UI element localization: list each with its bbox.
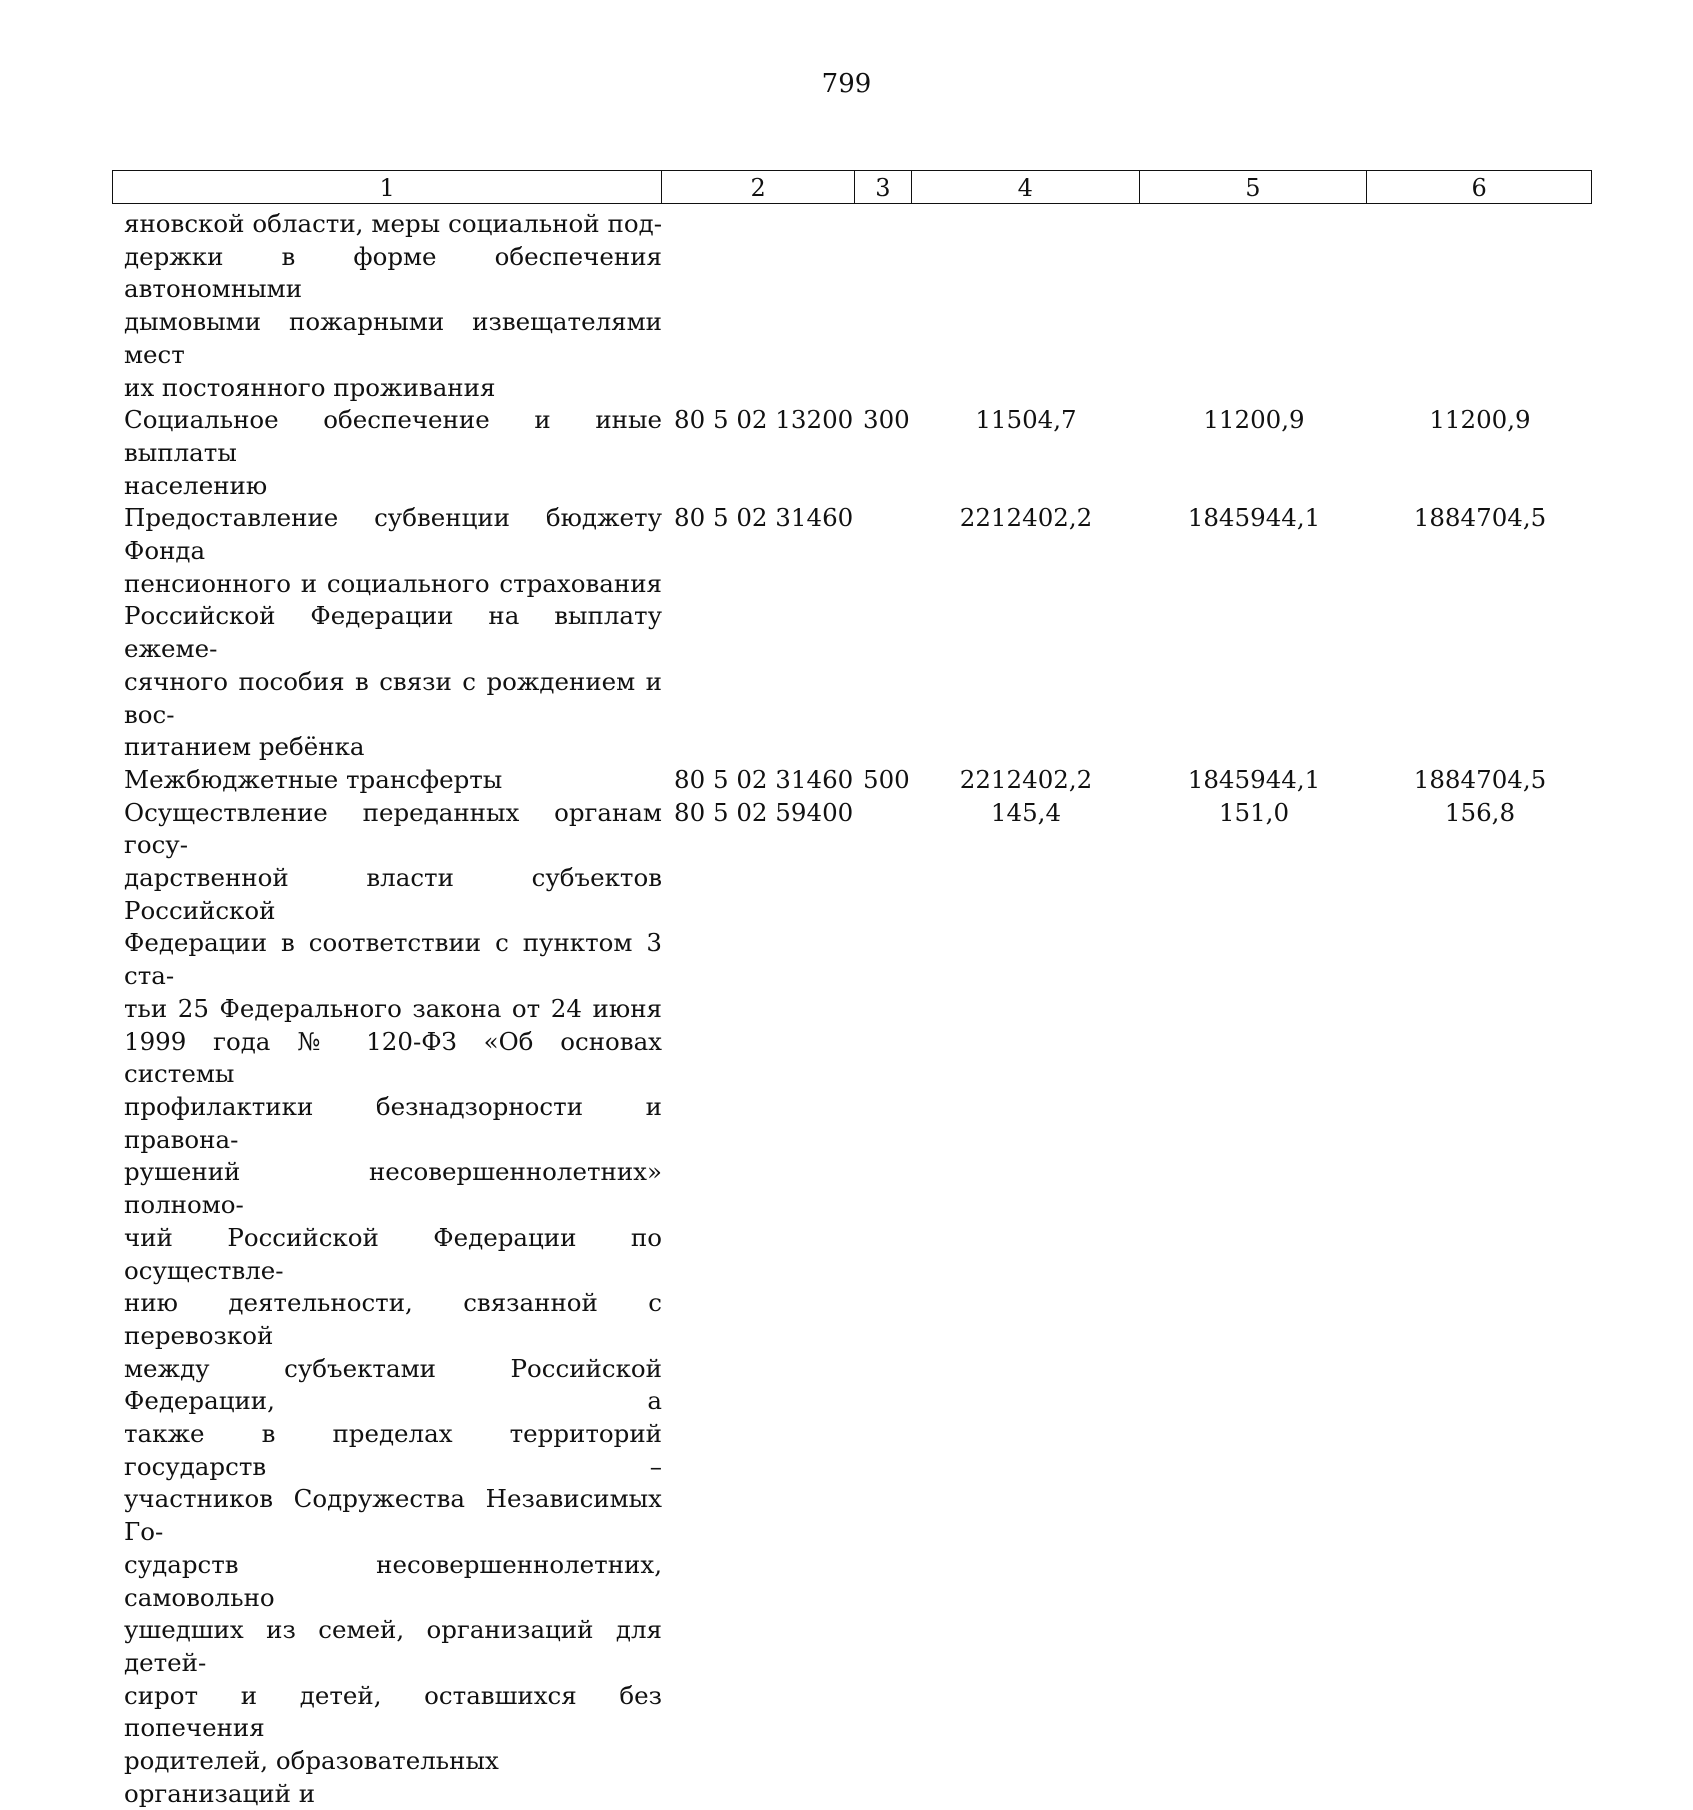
description-line: тьи 25 Федерального закона от 24 июня xyxy=(124,993,662,1023)
row-code xyxy=(662,208,855,404)
description-line: участников Содружества Независимых Го- xyxy=(124,1484,662,1547)
row-code: 80 5 02 59400 xyxy=(674,797,854,827)
column-header-5: 5 xyxy=(1140,171,1368,203)
description-line: родителей, образовательных организаций и xyxy=(124,1746,499,1808)
row-value-col6: 11200,9 xyxy=(1429,405,1531,435)
row-expense-type: 500 xyxy=(863,764,910,794)
description-line: сячного пособия в связи с рождением и вос- xyxy=(124,666,662,729)
table-row xyxy=(112,404,1592,502)
description-line: Межбюджетные трансферты xyxy=(124,764,503,794)
table-row xyxy=(112,797,1592,1810)
column-header-1: 1 xyxy=(113,171,662,203)
description-line: сударств несовершеннолетних, самовольно xyxy=(124,1549,662,1612)
table-body xyxy=(112,208,1592,1810)
description-line: Предоставление субвенции бюджету Фонда xyxy=(124,503,662,566)
column-header-3: 3 xyxy=(855,171,912,203)
description-line: также в пределах территорий государств – xyxy=(124,1419,662,1481)
row-value-col4 xyxy=(912,208,1140,404)
description-line: Федерации в соответствии с пунктом 3 ста- xyxy=(124,928,662,991)
page-number: 799 xyxy=(821,69,872,99)
row-value-col6: 156,8 xyxy=(1444,797,1516,827)
description-line: 1999 года № 120-ФЗ «Об основах системы xyxy=(124,1026,662,1089)
description-line: пенсионного и социального страхования xyxy=(124,568,662,598)
row-description xyxy=(112,797,662,1810)
description-line: питанием ребёнка xyxy=(124,732,365,762)
description-line: ушедших из семей, организаций для детей- xyxy=(124,1615,662,1677)
description-line: рушений несовершеннолетних» полномо- xyxy=(124,1157,662,1220)
row-value-col5: 151,0 xyxy=(1218,797,1290,827)
row-value-col5: 11200,9 xyxy=(1203,405,1305,435)
row-value-col5 xyxy=(1140,208,1368,404)
row-expense-type: 300 xyxy=(863,405,910,435)
row-description xyxy=(112,502,662,764)
description-line: чий Российской Федерации по осуществле- xyxy=(124,1222,662,1285)
row-value-col4: 2212402,2 xyxy=(959,503,1093,533)
row-value-col5: 1845944,1 xyxy=(1187,503,1321,533)
column-header-4: 4 xyxy=(912,171,1140,203)
row-value-col5: 1845944,1 xyxy=(1187,764,1321,794)
row-value-col6: 1884704,5 xyxy=(1413,503,1547,533)
column-header-2: 2 xyxy=(662,171,855,203)
row-value-col4: 2212402,2 xyxy=(959,764,1093,794)
description-line: держки в форме обеспечения автономными xyxy=(124,241,662,304)
description-line: Осуществление переданных органам госу- xyxy=(124,797,662,860)
row-expense-type xyxy=(855,797,912,1810)
table-row xyxy=(112,502,1592,764)
table-row xyxy=(112,764,1592,797)
row-code: 80 5 02 31460 xyxy=(674,764,854,794)
row-value-col4: 145,4 xyxy=(990,797,1062,827)
description-line: Социальное обеспечение и иные выплаты xyxy=(124,405,662,467)
column-header-6: 6 xyxy=(1471,174,1487,202)
row-code: 80 5 02 31460 xyxy=(674,503,854,533)
row-value-col6: 1884704,5 xyxy=(1413,764,1547,794)
row-value-col4: 11504,7 xyxy=(975,405,1077,435)
description-line: между субъектами Российской Федерации, а xyxy=(124,1353,662,1416)
row-value-col6 xyxy=(1368,208,1592,404)
description-line: населению xyxy=(124,470,268,500)
row-code: 80 5 02 13200 xyxy=(674,405,854,435)
table-row xyxy=(112,208,1592,404)
description-line: Российской Федерации на выплату ежеме- xyxy=(124,601,662,664)
row-expense-type xyxy=(855,208,912,404)
description-line: профилактики безнадзорности и правона- xyxy=(124,1091,662,1154)
description-line: их постоянного проживания xyxy=(124,372,496,402)
row-expense-type xyxy=(855,502,912,764)
description-line: дарственной власти субъектов Российской xyxy=(124,863,662,925)
row-description xyxy=(112,404,662,502)
row-description xyxy=(112,764,662,797)
description-line: дымовыми пожарными извещателями мест xyxy=(124,307,662,369)
table-header-row xyxy=(112,170,1592,204)
description-line: яновской области, меры социальной под- xyxy=(124,209,662,238)
row-description xyxy=(112,208,662,404)
description-line: нию деятельности, связанной с перевозкой xyxy=(124,1288,662,1350)
description-line: сирот и детей, оставшихся без попечения xyxy=(124,1680,662,1743)
